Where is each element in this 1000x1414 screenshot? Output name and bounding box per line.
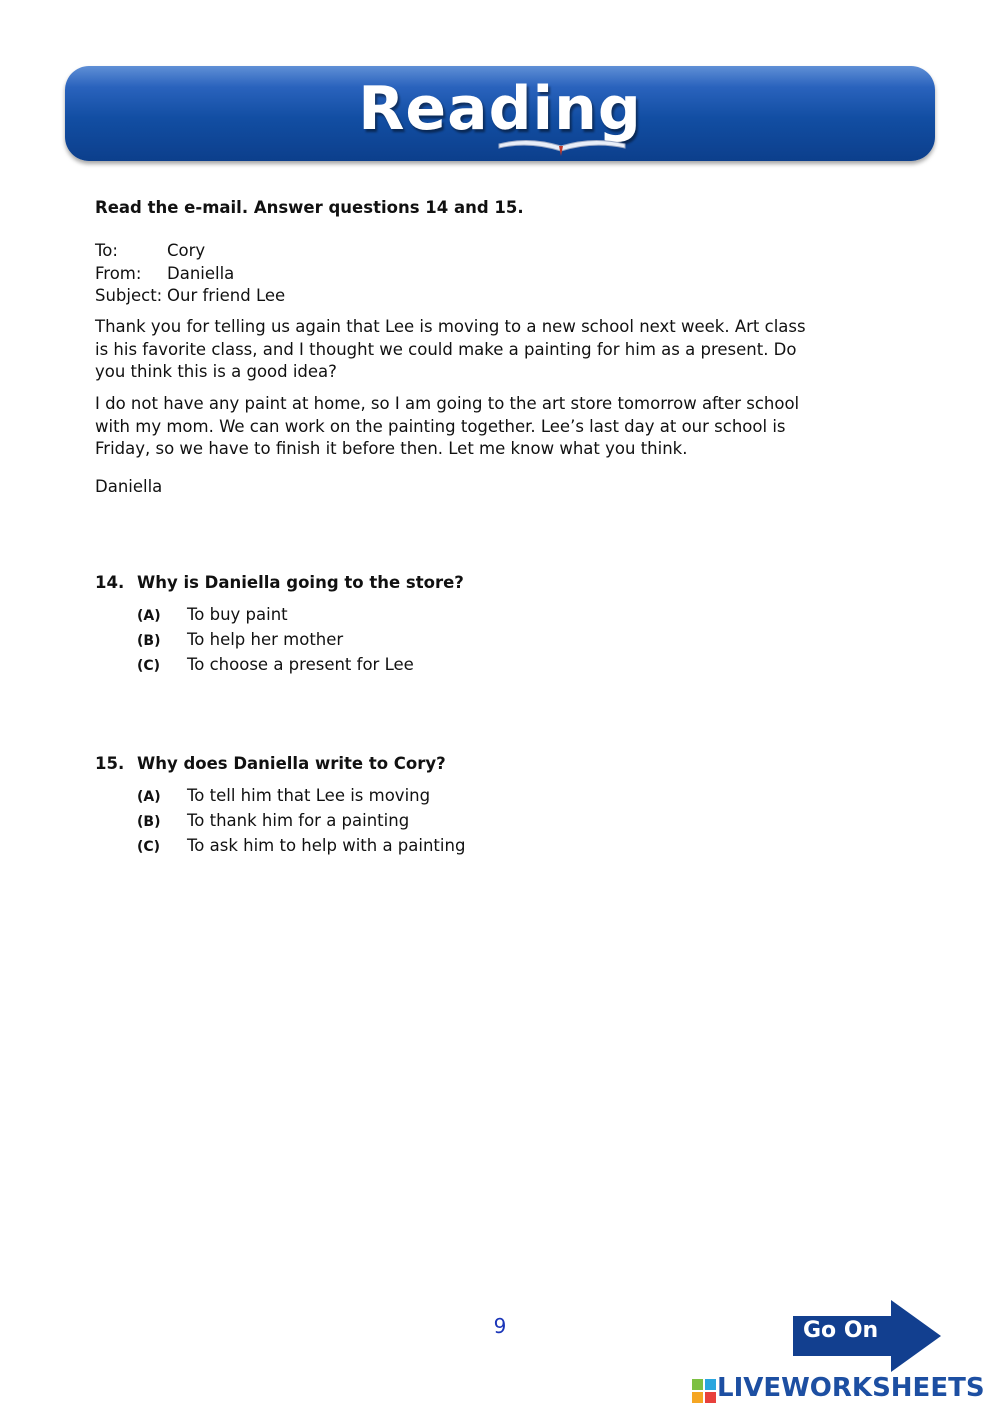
question-number: 15. — [95, 754, 125, 773]
option-text: To thank him for a painting — [187, 811, 410, 830]
answer-option[interactable] — [137, 655, 414, 674]
banner-title: Reading — [358, 74, 642, 144]
eyes-icon — [525, 158, 595, 161]
from-value: Daniella — [167, 263, 235, 283]
subject-value: Our friend Lee — [167, 286, 286, 305]
answer-option[interactable] — [137, 605, 288, 624]
option-text: To buy paint — [187, 605, 288, 624]
answer-option[interactable] — [137, 811, 409, 830]
email-header — [95, 240, 285, 308]
question-text: Why does Daniella write to Cory? — [137, 754, 446, 773]
option-letter: (C) — [137, 839, 161, 855]
option-letter: (B) — [137, 633, 161, 649]
email-paragraph-2: I do not have any paint at home, so I am going to the art store tomorrow after school with my mom. We can work on the painting together. Lee’s last day at our school is Friday, so we have to finish it before then. Let me know what you think. — [95, 394, 800, 458]
option-text: To choose a present for Lee — [187, 655, 414, 674]
answer-option[interactable] — [137, 630, 343, 649]
from-label: From: — [95, 263, 142, 283]
liveworksheets-watermark: LIVEWORKSHEETS — [717, 1373, 985, 1403]
liveworksheets-logo-icon — [692, 1379, 716, 1403]
question-text: Why is Daniella going to the store? — [137, 573, 464, 592]
question-15 — [95, 754, 446, 773]
option-text: To ask him to help with a painting — [187, 836, 466, 855]
page-number: 9 — [493, 1314, 507, 1338]
go-on-label[interactable]: Go On — [803, 1318, 879, 1343]
subject-label: Subject: — [95, 286, 163, 305]
answer-option[interactable] — [137, 836, 465, 855]
question-14 — [95, 573, 464, 592]
email-subject-row — [95, 285, 285, 308]
email-from-row — [95, 263, 285, 286]
option-text: To tell him that Lee is moving — [187, 786, 431, 805]
to-label: To: — [95, 241, 118, 260]
option-letter: (A) — [137, 608, 161, 624]
email-signature: Daniella — [95, 477, 163, 496]
open-book-icon — [497, 136, 627, 158]
email-to-row — [95, 240, 285, 263]
instruction: Read the e-mail. Answer questions 14 and 15. — [95, 198, 524, 217]
reading-banner — [65, 66, 935, 161]
question-number: 14. — [95, 573, 125, 592]
email-paragraph-1: Thank you for telling us again that Lee is moving to a new school next week. Art class is his favorite class, and I thought we could make a painting for him as a present. Do you think this is a good idea? — [95, 317, 806, 381]
option-text: To help her mother — [187, 630, 344, 649]
option-letter: (A) — [137, 789, 161, 805]
answer-option[interactable] — [137, 786, 430, 805]
option-letter: (B) — [137, 814, 161, 830]
option-letter: (C) — [137, 658, 161, 674]
to-value: Cory — [167, 241, 206, 260]
